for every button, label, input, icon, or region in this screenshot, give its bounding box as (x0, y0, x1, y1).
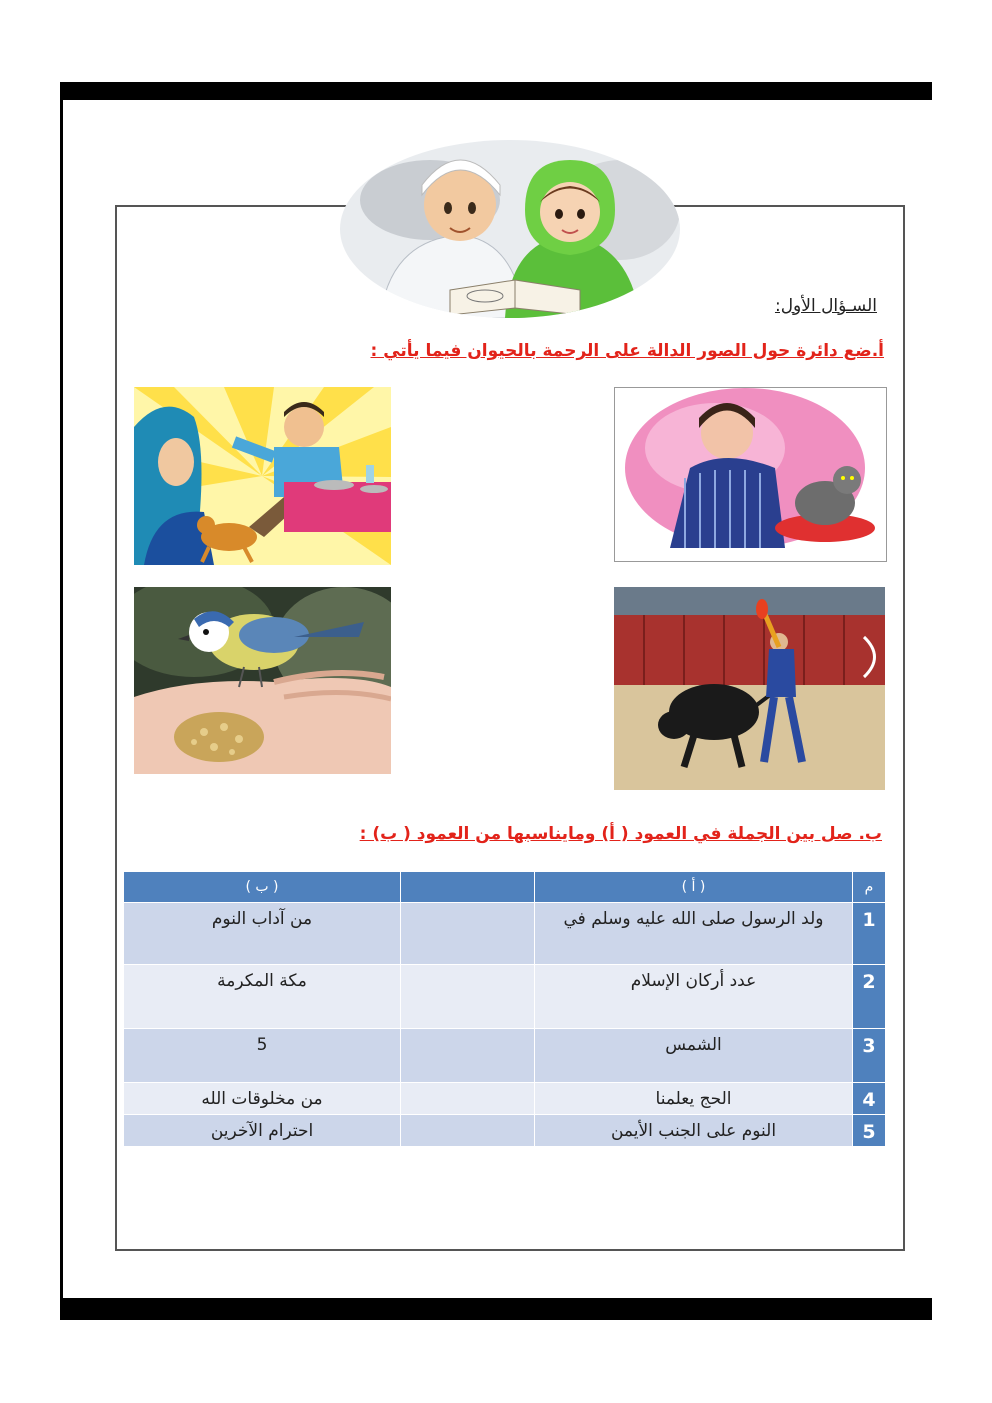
row-number: 1 (853, 903, 886, 965)
picture-bird-eating-from-hand[interactable] (134, 587, 391, 774)
column-b-cell[interactable]: من آداب النوم (124, 903, 401, 965)
column-b-cell[interactable]: احترام الآخرين (124, 1115, 401, 1147)
part-b-instruction: ب. صل بين الجملة في العمود ( أ) ومايناسبها من العمود ( ب) : (359, 824, 882, 844)
column-b-cell[interactable]: مكة المكرمة (124, 965, 401, 1029)
column-a-cell[interactable]: النوم على الجنب الأيمن (535, 1115, 853, 1147)
table-row (124, 1029, 886, 1083)
header-children-illustration (340, 140, 680, 318)
header-column-b: ( ب ) (124, 872, 401, 903)
middle-cell (401, 1115, 535, 1147)
column-b-cell[interactable]: من مخلوقات الله (124, 1083, 401, 1115)
row-number: 3 (853, 1029, 886, 1083)
table-row (124, 965, 886, 1029)
part-a-instruction: أ.ضع دائرة حول الصور الدالة على الرحمة بالحيوان فيما يأتي : (370, 341, 884, 361)
table-row (124, 903, 886, 965)
column-a-cell[interactable]: الحج يعلمنا (535, 1083, 853, 1115)
picture-man-kicking-cat[interactable] (134, 387, 391, 565)
row-number: 4 (853, 1083, 886, 1115)
middle-cell (401, 965, 535, 1029)
question-title: السـؤال الأول: (774, 296, 877, 316)
header-column-middle (401, 872, 535, 903)
column-a-cell[interactable]: الشمس (535, 1029, 853, 1083)
middle-cell (401, 1029, 535, 1083)
header-column-a: ( أ ) (535, 872, 853, 903)
bottom-border-bar (60, 1298, 932, 1320)
column-a-cell[interactable]: عدد أركان الإسلام (535, 965, 853, 1029)
table-row (124, 1115, 886, 1147)
matching-table (123, 871, 886, 1147)
table-header-row (124, 872, 886, 903)
middle-cell (401, 1083, 535, 1115)
row-number: 2 (853, 965, 886, 1029)
left-border-line (60, 100, 63, 1298)
header-number: م (853, 872, 886, 903)
table-row (124, 1083, 886, 1115)
top-border-bar (60, 82, 932, 100)
picture-girl-washing-cat[interactable] (614, 387, 887, 562)
column-a-cell[interactable]: ولد الرسول صلى الله عليه وسلم في (535, 903, 853, 965)
picture-bullfighter[interactable] (614, 587, 885, 790)
middle-cell (401, 903, 535, 965)
row-number: 5 (853, 1115, 886, 1147)
column-b-cell[interactable]: 5 (124, 1029, 401, 1083)
